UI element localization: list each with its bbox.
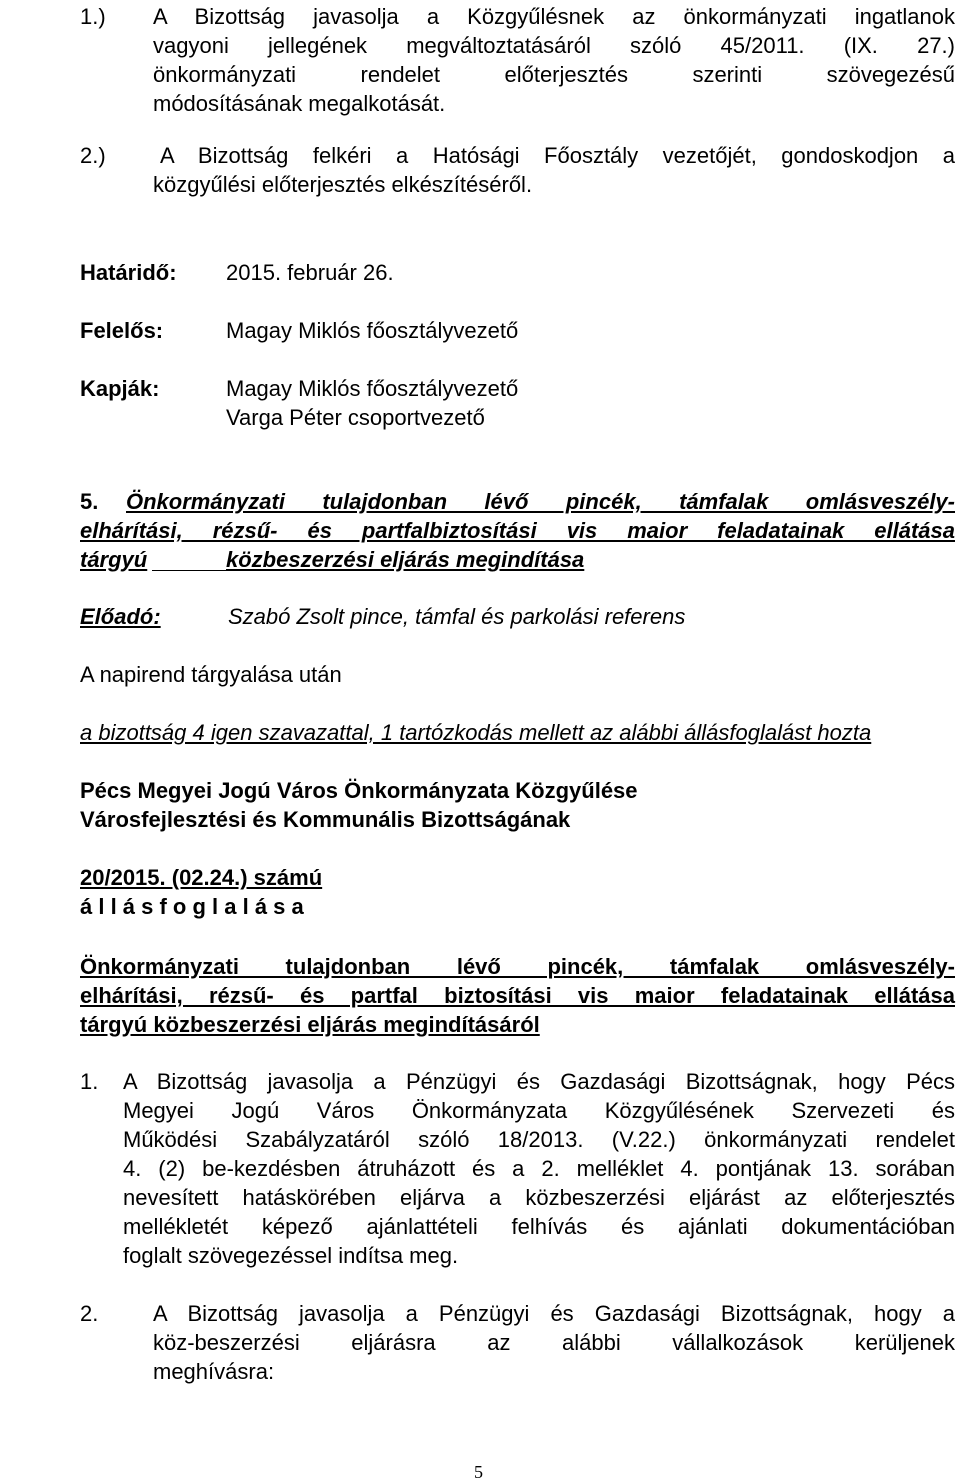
resolution-number: 20/2015. (02.24.) számú (80, 865, 323, 890)
point-2-line-1: A Bizottság javasolja a Pénzügyi és Gazdasági Bizottságnak, hogy a (153, 1301, 955, 1326)
deadline-label: Határidő: (80, 260, 177, 285)
resolution-body-line-1: Pécs Megyei Jogú Város Önkormányzata Közgyűlése (80, 778, 638, 803)
list-item-1-line-3: önkormányzati rendelet előterjesztés szerinti szövegezésű (153, 62, 955, 87)
list-number-1: 1.) (80, 4, 106, 29)
list-item-2-line-1: A Bizottság felkéri a Hatósági Főosztály vezetőjét, gondoskodjon a (160, 143, 955, 168)
deadline-value: 2015. február 26. (226, 260, 394, 285)
point-number-1: 1. (80, 1069, 99, 1094)
point-number-2: 2. (80, 1301, 99, 1326)
point-1-line-3: Működési Szabályzatáról szóló 18/2013. (V.22.) önkormányzati rendelet (123, 1127, 955, 1152)
presenter-label: Előadó: (80, 604, 161, 629)
page-number: 5 (474, 1462, 483, 1482)
agenda-number: 5. (80, 489, 99, 514)
point-2-line-2: köz-beszerzési eljárásra az alábbi vállalkozások kerüljenek (153, 1330, 955, 1355)
responsible-value: Magay Miklós főosztályvezető (226, 318, 519, 343)
point-1-line-7: foglalt szövegezéssel indítsa meg. (123, 1243, 459, 1268)
list-item-1-line-1: A Bizottság javasolja a Közgyűlésnek az önkormányzati ingatlanok (153, 4, 955, 29)
resolution-subject-line-2: elhárítási, rézsű- és partfal biztosítási vis maior feladatainak ellátása (80, 983, 955, 1008)
list-item-2-line-2: közgyűlési előterjesztés elkészítéséről. (153, 172, 533, 197)
agenda-title-line-3a: tárgyú (80, 547, 148, 572)
agenda-title-line-2: elhárítási, rézsű- és partfalbiztosítási vis maior feladatainak ellátása (80, 518, 955, 543)
presenter-value: Szabó Zsolt pince, támfal és parkolási referens (228, 604, 686, 629)
agenda-title-line-3b: közbeszerzési eljárás megindítása (226, 547, 585, 572)
resolution-subject-line-3: tárgyú közbeszerzési eljárás megindításáról (80, 1012, 540, 1037)
point-1-line-6: mellékletét képező ajánlattételi felhívás és ajánlati dokumentációban (123, 1214, 955, 1239)
recipient-1: Magay Miklós főosztályvezető (226, 376, 519, 401)
responsible-label: Felelős: (80, 318, 164, 343)
point-1-line-5: nevesített hatáskörében eljárva a közbeszerzési eljárást az előterjesztés (123, 1185, 955, 1210)
point-1-line-4: 4. (2) be-kezdésben átruházott és a 2. melléklet 4. pontjának 13. sorában (123, 1156, 955, 1181)
vote-line: a bizottság 4 igen szavazattal, 1 tartózkodás mellett az alábbi állásfoglalást hozta (80, 720, 872, 745)
title-underline-gap (152, 570, 226, 571)
resolution-spaced-title: á l l á s f o g l a l á s a (80, 894, 304, 919)
resolution-body-line-2: Városfejlesztési és Kommunális Bizottságának (80, 807, 571, 832)
agenda-title-line-1: Önkormányzati tulajdonban lévő pincék, támfalak omlásveszély- (126, 489, 955, 514)
list-item-1-line-4: módosításának megalkotását. (153, 91, 446, 116)
list-item-1-line-2: vagyoni jellegének megváltoztatásáról szóló 45/2011. (IX. 27.) (153, 33, 955, 58)
resolution-subject-line-1: Önkormányzati tulajdonban lévő pincék, támfalak omlásveszély- (80, 954, 955, 979)
recipient-2: Varga Péter csoportvezető (226, 405, 485, 430)
point-2-line-3: meghívásra: (153, 1359, 275, 1384)
point-1-line-1: A Bizottság javasolja a Pénzügyi és Gazdasági Bizottságnak, hogy Pécs (123, 1069, 955, 1094)
list-number-2: 2.) (80, 143, 106, 168)
after-discussion-text: A napirend tárgyalása után (80, 662, 342, 687)
recipients-label: Kapják: (80, 376, 160, 401)
point-1-line-2: Megyei Jogú Város Önkormányzata Közgyűlésének Szervezeti és (123, 1098, 955, 1123)
